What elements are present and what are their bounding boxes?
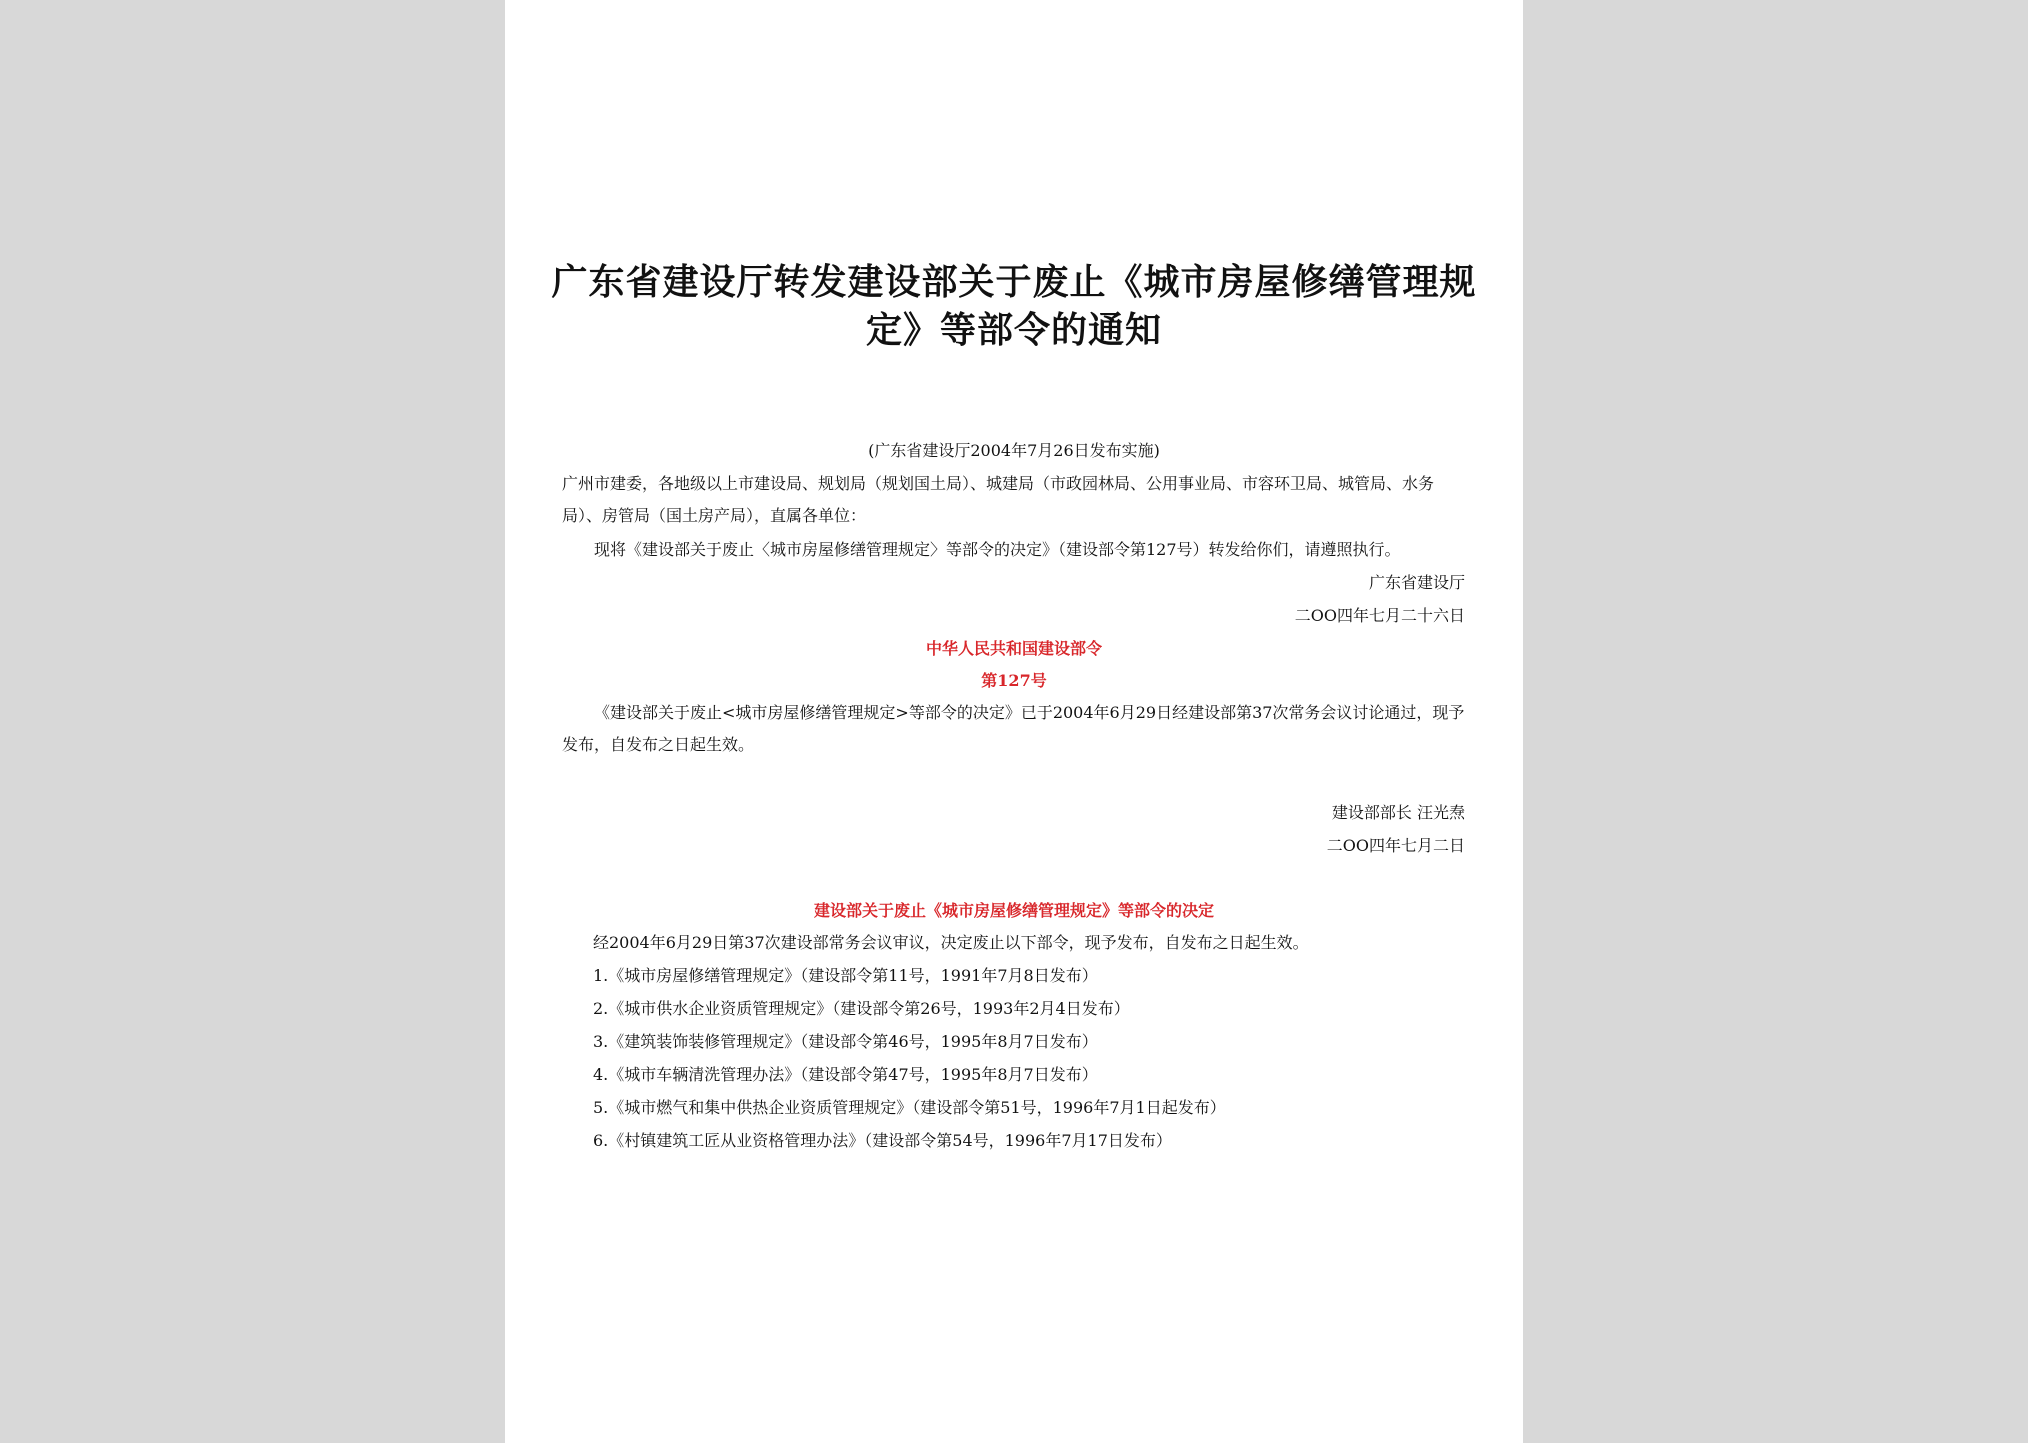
- decree-heading: 中华人民共和国建设部令: [925, 639, 1102, 658]
- decision-heading: 建设部关于废止《城市房屋修缮管理规定》等部令的决定: [813, 901, 1214, 920]
- list-item: 6.《村镇建筑工匠从业资格管理办法》（建设部令第54号，1996年7月17日发布）: [593, 1131, 1172, 1150]
- list-item: 1.《城市房屋修缮管理规定》（建设部令第11号，1991年7月8日发布）: [593, 966, 1098, 985]
- decree-number: 第127号: [981, 671, 1047, 690]
- forward-text: 现将《建设部关于废止〈城市房屋修缮管理规定〉等部令的决定》（建设部令第127号）转发给你们，请遵照执行。: [594, 540, 1401, 559]
- list-item: 3.《建筑装饰装修管理规定》（建设部令第46号，1995年8月7日发布）: [593, 1032, 1098, 1051]
- document-page: [505, 0, 1523, 1443]
- decision-intro: 经2004年6月29日第37次建设部常务会议审议，决定废止以下部令，现予发布，自发布之日起生效。: [593, 933, 1309, 952]
- document-title: 广东省建设厅转发建设部关于废止《城市房屋修缮管理规定》等部令的通知: [551, 261, 1477, 351]
- list-item: 2.《城市供水企业资质管理规定》（建设部令第26号，1993年2月4日发布）: [593, 999, 1130, 1018]
- publish-note: (广东省建设厅2004年7月26日发布实施): [868, 441, 1160, 460]
- issue-date: 二OO四年七月二十六日: [1294, 606, 1465, 625]
- list-item: 4.《城市车辆清洗管理办法》（建设部令第47号，1995年8月7日发布）: [593, 1065, 1098, 1084]
- issuer: 广东省建设厅: [1368, 573, 1465, 592]
- minister-signature: 建设部部长 汪光焘: [1331, 803, 1465, 822]
- decree-date: 二OO四年七月二日: [1326, 836, 1465, 855]
- addressees: 广州市建委，各地级以上市建设局、规划局（规划国土局）、城建局（市政园林局、公用事业局、市容环卫局、城管局、水务局）、房管局（国土房产局），直属各单位：: [562, 474, 1435, 525]
- list-item: 5.《城市燃气和集中供热企业资质管理规定》（建设部令第51号，1996年7月1日起发布）: [593, 1098, 1226, 1117]
- decree-text: 《建设部关于废止<城市房屋修缮管理规定>等部令的决定》已于2004年6月29日经建设部第37次常务会议讨论通过，现予发布，自发布之日起生效。: [562, 703, 1465, 754]
